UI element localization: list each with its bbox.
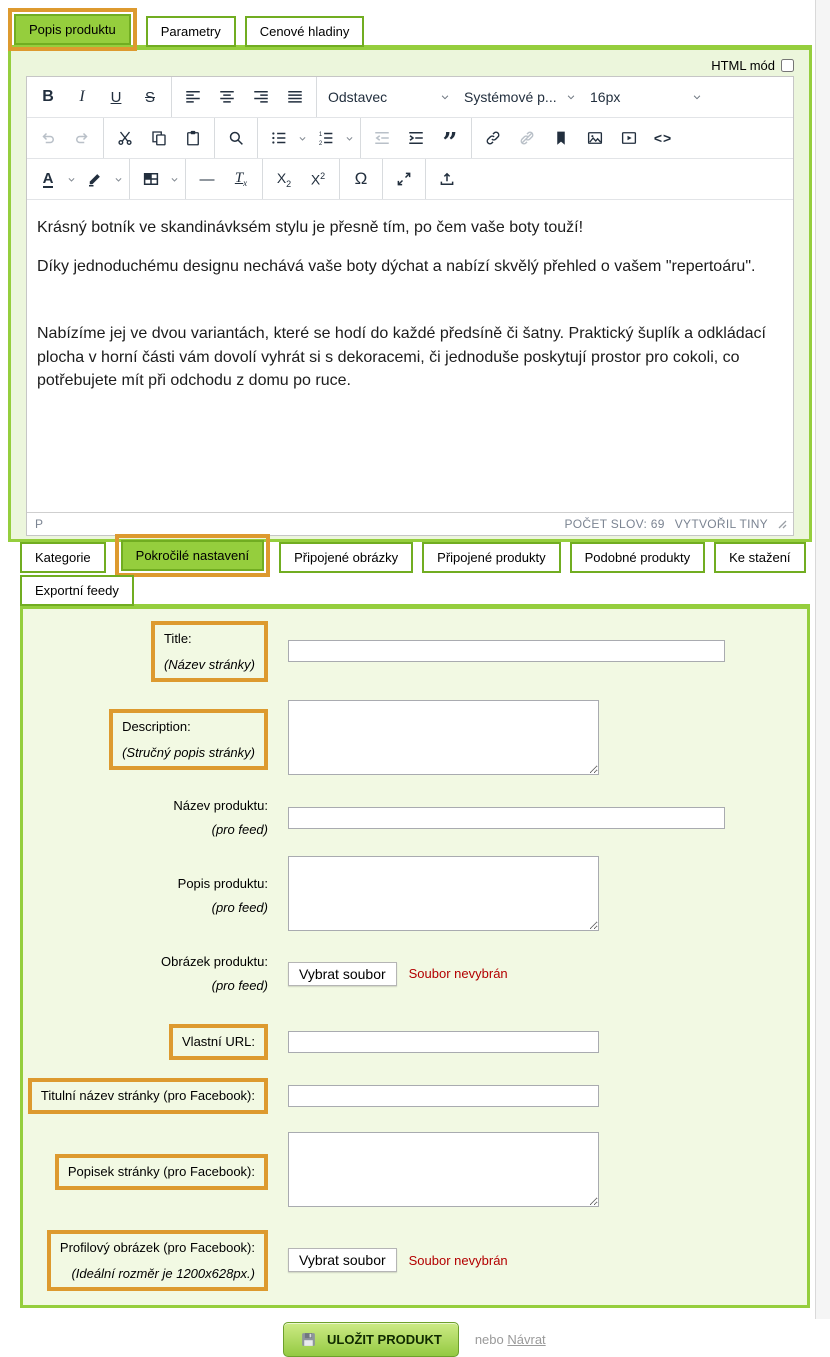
- insert-image-button[interactable]: [578, 121, 612, 155]
- product-image-file-button[interactable]: Vybrat soubor: [288, 962, 397, 986]
- return-link[interactable]: Návrat: [507, 1331, 546, 1347]
- align-justify-button[interactable]: [278, 80, 312, 114]
- upload-button[interactable]: [430, 162, 464, 196]
- tab-popis-produktu[interactable]: Popis produktu: [14, 14, 131, 45]
- tab-pripojene-obrazky[interactable]: Připojené obrázky: [279, 542, 413, 573]
- image-icon: [586, 129, 604, 147]
- save-row: [283, 1322, 810, 1357]
- horizontal-rule-button[interactable]: [190, 162, 224, 196]
- chevron-down-icon: [566, 92, 576, 102]
- highlight-box: [8, 8, 137, 51]
- browser-scrollbar[interactable]: [815, 0, 830, 1319]
- highlight-box: [151, 621, 268, 682]
- chevron-down-icon[interactable]: [298, 134, 307, 143]
- top-tab-bar: [8, 8, 812, 47]
- clear-formatting-icon: $T_x$: [234, 170, 248, 188]
- tab-exportni-feedy[interactable]: Exportní feedy: [20, 575, 134, 606]
- tab-podobne-produkty[interactable]: Podobné produkty: [570, 542, 706, 573]
- outdent-icon: [373, 129, 391, 147]
- custom-url-label: Vlastní URL:: [182, 1033, 255, 1049]
- underline-button[interactable]: [99, 80, 133, 114]
- settings-form: [20, 609, 810, 1308]
- chevron-down-icon[interactable]: [114, 175, 123, 184]
- product-description-textarea[interactable]: [288, 856, 599, 931]
- bold-icon: B: [42, 88, 54, 105]
- html-mode-checkbox[interactable]: [781, 59, 794, 72]
- product-description-label: Popis produktu: (pro feed): [177, 875, 268, 916]
- search-button[interactable]: [219, 121, 253, 155]
- paragraph-style-dropdown[interactable]: [321, 80, 457, 114]
- table-button[interactable]: [134, 162, 168, 196]
- product-description-section: [8, 8, 812, 542]
- fullscreen-button[interactable]: [387, 162, 421, 196]
- copy-button[interactable]: [142, 121, 176, 155]
- media-icon: [620, 129, 638, 147]
- outdent-button[interactable]: [365, 121, 399, 155]
- align-left-icon: [184, 88, 202, 106]
- save-button-label: ULOŽIT PRODUKT: [327, 1331, 442, 1347]
- source-code-button[interactable]: [646, 121, 680, 155]
- fb-image-label: Profilový obrázek (pro Facebook): (Ideální rozměr je 1200x628px.): [59, 1239, 255, 1281]
- cut-button[interactable]: [108, 121, 142, 155]
- form-row-description: [23, 700, 807, 780]
- font-size-value: 16px: [590, 89, 621, 105]
- undo-icon: [39, 129, 57, 147]
- bold-button[interactable]: [31, 80, 65, 114]
- paragraph: Díky jednoduchému designu nechává vaše boty dýchat a nabízí skvělý přehled o vašem "repertoáru".: [37, 258, 756, 276]
- fb-image-file-button[interactable]: Vybrat soubor: [288, 1248, 397, 1272]
- custom-url-input[interactable]: [288, 1031, 599, 1053]
- cut-icon: [116, 129, 134, 147]
- form-row-fb-description: [23, 1132, 807, 1212]
- unlink-icon: [518, 129, 536, 147]
- subscript-button[interactable]: [267, 162, 301, 196]
- highlight-color-button[interactable]: [78, 162, 112, 196]
- editor-content[interactable]: [27, 200, 793, 512]
- horizontal-rule-icon: —: [199, 170, 215, 188]
- anchor-button[interactable]: [544, 121, 578, 155]
- align-center-icon: [218, 88, 236, 106]
- clear-formatting-button[interactable]: [224, 162, 258, 196]
- fb-title-input[interactable]: [288, 1085, 599, 1107]
- form-row-product-description: [23, 856, 807, 936]
- tab-pokrocile-nastaveni[interactable]: Pokročilé nastavení: [121, 540, 264, 571]
- align-right-button[interactable]: [244, 80, 278, 114]
- editor-status-bar: [27, 512, 793, 535]
- blockquote-button[interactable]: [433, 121, 467, 158]
- paragraph: Krásný botník ve skandinávksém stylu je přesně tím, po čem vaše boty touží!: [37, 219, 584, 236]
- product-image-file-status: Soubor nevybrán: [408, 966, 508, 982]
- tab-cenove-hladiny[interactable]: Cenové hladiny: [245, 16, 365, 47]
- description-textarea[interactable]: [288, 700, 599, 775]
- title-input[interactable]: [288, 640, 725, 662]
- fb-description-label: Popisek stránky (pro Facebook):: [67, 1163, 255, 1179]
- numbered-list-button[interactable]: [309, 121, 343, 155]
- chevron-down-icon: [440, 92, 450, 102]
- strikethrough-icon: S: [144, 88, 155, 106]
- highlight-box: [55, 1154, 268, 1190]
- link-icon: [484, 129, 502, 147]
- bookmark-icon: [552, 129, 570, 147]
- paste-icon: [184, 129, 202, 147]
- subscript-icon: $X_2$: [276, 169, 292, 189]
- chevron-down-icon[interactable]: [170, 175, 179, 184]
- svg-text:1: 1: [318, 131, 323, 138]
- upload-icon: [438, 170, 456, 188]
- fb-description-textarea[interactable]: [288, 1132, 599, 1207]
- font-family-dropdown[interactable]: [457, 80, 583, 114]
- bottom-tab-bar-row2: [20, 575, 810, 606]
- paragraph-style-value: Odstavec: [328, 89, 388, 105]
- align-right-icon: [252, 88, 270, 106]
- align-justify-icon: [286, 88, 304, 106]
- fb-image-file-status: Soubor nevybrán: [408, 1252, 508, 1268]
- italic-icon: I: [79, 88, 85, 105]
- search-icon: [227, 129, 245, 147]
- special-character-button[interactable]: [344, 162, 378, 196]
- font-family-value: Systémové p...: [464, 89, 557, 105]
- fb-title-label: Titulní název stránky (pro Facebook):: [40, 1087, 255, 1103]
- title-label: Title: (Název stránky): [163, 631, 255, 672]
- text-color-icon: A: [42, 169, 54, 187]
- paragraph: Nabízíme jej ve dvou variantách, které se hodí do každé předsíně či šatny. Praktický šuplík a odkládací plocha v horní části vám dovolí vyhrát si s dekoracemi, či jednoduše poskytují prostor pro cokoli, co potřebujete mít při odchodu z domu po ruce.: [37, 325, 766, 389]
- table-icon: [142, 170, 160, 188]
- align-center-button[interactable]: [210, 80, 244, 114]
- text-color-button[interactable]: [31, 162, 65, 196]
- form-row-title: [23, 621, 807, 682]
- product-name-input[interactable]: [288, 807, 725, 829]
- description-label: Description: (Stručný popis stránky): [122, 719, 255, 761]
- form-row-fb-image: [23, 1230, 807, 1291]
- element-path[interactable]: P: [35, 517, 44, 531]
- undo-button[interactable]: [31, 121, 65, 155]
- rich-text-editor: [26, 76, 794, 536]
- form-row-custom-url: [23, 1024, 807, 1060]
- copy-icon: [150, 129, 168, 147]
- remove-link-button[interactable]: [510, 121, 544, 155]
- highlight-box: [169, 1024, 268, 1060]
- bottom-tab-bar-row1: [20, 534, 810, 573]
- editor-panel: [8, 50, 812, 542]
- svg-text:2: 2: [318, 140, 323, 147]
- bullet-list-icon: [270, 129, 288, 147]
- bullet-list-button[interactable]: [262, 121, 296, 155]
- tab-kategorie[interactable]: Kategorie: [20, 542, 106, 573]
- superscript-icon: $X^2$: [310, 170, 326, 188]
- italic-button[interactable]: [65, 80, 99, 114]
- chevron-down-icon[interactable]: [67, 175, 76, 184]
- paste-button[interactable]: [176, 121, 210, 155]
- highlight-box: [47, 1230, 268, 1291]
- underline-icon: U: [110, 88, 122, 106]
- tab-parametry[interactable]: Parametry: [146, 16, 236, 47]
- strikethrough-button[interactable]: [133, 80, 167, 114]
- html-mode-label: HTML mód: [711, 57, 775, 73]
- resize-grip-icon[interactable]: [778, 520, 787, 529]
- numbered-list-icon: [317, 129, 335, 147]
- highlight-box: [109, 709, 268, 770]
- chevron-down-icon: [692, 92, 702, 102]
- tab-pripojene-produkty[interactable]: Připojené produkty: [422, 542, 560, 573]
- redo-button[interactable]: [65, 121, 99, 155]
- insert-media-button[interactable]: [612, 121, 646, 155]
- indent-button[interactable]: [399, 121, 433, 155]
- highlighter-icon: [86, 170, 104, 188]
- insert-link-button[interactable]: [476, 121, 510, 155]
- code-icon: <>: [653, 130, 673, 146]
- highlight-box: [115, 534, 270, 577]
- toolbar-row-2: [27, 118, 793, 159]
- save-icon: [300, 1331, 317, 1348]
- toolbar-row-3: [27, 159, 793, 200]
- font-size-dropdown[interactable]: [583, 80, 709, 114]
- product-image-label: Obrázek produktu: (pro feed): [161, 953, 268, 994]
- superscript-button[interactable]: [301, 162, 335, 196]
- tiny-branding[interactable]: VYTVOŘIL TINY: [674, 517, 768, 531]
- form-row-fb-title: [23, 1078, 807, 1114]
- align-left-button[interactable]: [176, 80, 210, 114]
- save-product-button[interactable]: [283, 1322, 459, 1357]
- or-return-text: nebo Návrat: [474, 1331, 546, 1347]
- highlight-box: [28, 1078, 268, 1114]
- indent-icon: [407, 129, 425, 147]
- advanced-settings-section: [20, 534, 810, 1357]
- form-row-product-image: [23, 954, 807, 994]
- blockquote-icon: ”: [442, 128, 458, 158]
- omega-icon: Ω: [354, 169, 368, 188]
- chevron-down-icon[interactable]: [345, 134, 354, 143]
- toolbar-row-1: [27, 77, 793, 118]
- fullscreen-icon: [395, 170, 413, 188]
- word-count[interactable]: POČET SLOV: 69: [564, 517, 665, 531]
- product-name-label: Název produktu: (pro feed): [173, 797, 268, 838]
- tab-ke-stazeni[interactable]: Ke stažení: [714, 542, 805, 573]
- redo-icon: [73, 129, 91, 147]
- form-row-product-name: [23, 798, 807, 838]
